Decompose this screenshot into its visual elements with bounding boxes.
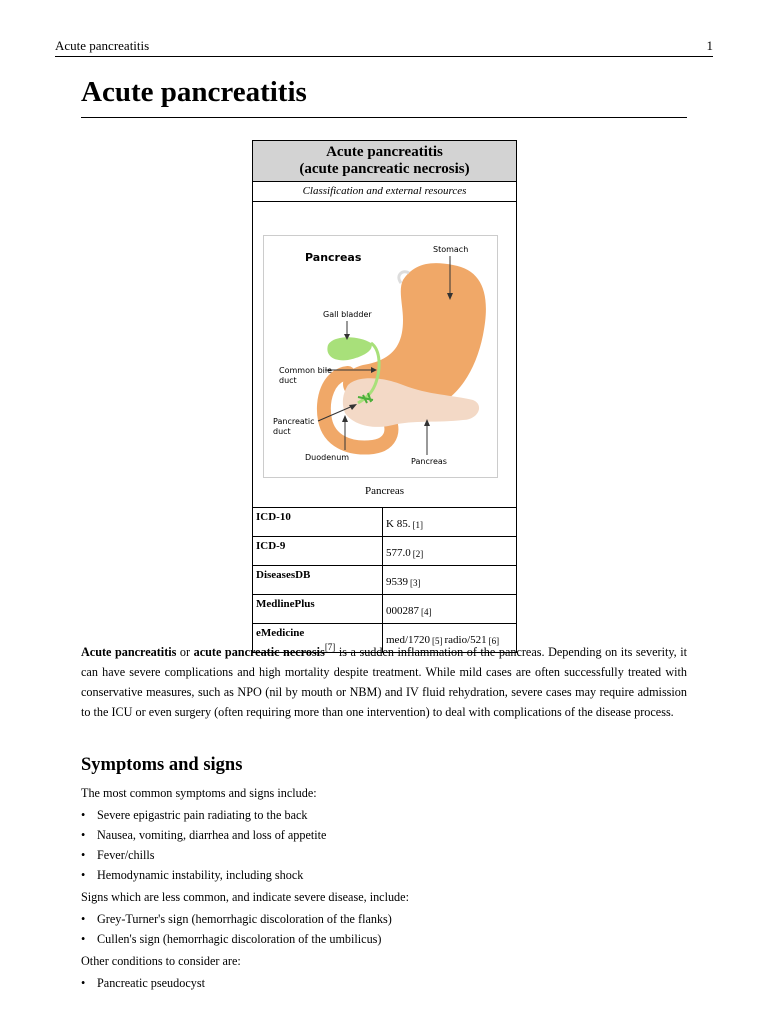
figure-caption: Pancreas [364,485,405,497]
row-value-text: 000287 [386,605,419,617]
row-value [383,508,516,536]
symptoms-lead-1: The most common symptoms and signs include: [81,786,317,800]
infobox-row-icd10 [253,508,516,537]
row-value-text: K 85. [386,518,411,530]
symptoms-list-1 [81,805,687,885]
list-item: • Cullen's sign (hemorrhagic discoloration of the umbilicus) [81,929,687,949]
page-title: Acute pancreatitis [81,76,687,118]
row-ref-link[interactable]: [3] [410,578,421,588]
label-pancreatic-duct-1: Pancreatic [273,417,315,426]
list-item: • Grey-Turner's sign (hemorrhagic discoloration of the flanks) [81,909,687,929]
infobox-heading-line2: (acute pancreatic necrosis) [299,161,470,177]
list-item: • Nausea, vomiting, diarrhea and loss of appetite [81,825,687,845]
list-item: • Pancreatic pseudocyst [81,973,687,993]
section-heading-symptoms: Symptoms and signs [81,755,243,775]
symptoms-list-2 [81,909,687,949]
row-value-text: 9539 [386,576,408,588]
row-ref-link-2[interactable]: [6] [488,636,500,646]
infobox [252,140,517,653]
row-value-text: med/1720 [386,634,430,646]
pancreas-diagram [263,235,498,478]
row-value-text: 577.0 [386,547,411,559]
label-pancreas: Pancreas [411,457,447,466]
infobox-subheading: Classification and external resources [253,182,516,202]
row-value [383,566,516,594]
intro-ref-link[interactable]: [7] [324,642,336,652]
infobox-row-diseasesdb [253,566,516,595]
intro-term2: acute pancreatic necrosis [193,645,325,659]
label-common-bile-1: Common bile [279,366,333,375]
infobox-heading [253,141,516,182]
row-value-text-2: radio/521 [444,634,487,646]
diagram-title: Pancreas [305,251,362,264]
label-stomach: Stomach [433,245,469,254]
list-item: • Severe epigastric pain radiating to the back [81,805,687,825]
running-head-title: Acute pancreatitis [55,38,150,53]
row-ref-link[interactable]: [4] [421,607,432,617]
label-gall-bladder: Gall bladder [323,310,372,319]
row-key: ICD-10 [253,508,383,536]
intro-or: or [176,645,194,659]
symptoms-lead-3: Other conditions to consider are: [81,954,241,968]
row-key: ICD-9 [253,537,383,565]
label-pancreatic-duct-2: duct [273,427,291,436]
row-key: MedlinePlus [253,595,383,623]
infobox-row-icd9 [253,537,516,566]
intro-paragraph [81,637,687,722]
row-ref-link[interactable]: [2] [412,549,424,559]
infobox-figure [253,202,516,508]
infobox-row-medlineplus [253,595,516,624]
label-common-bile-2: duct [279,376,297,385]
row-key: eMedicine [253,624,383,652]
label-duodenum: Duodenum [305,453,350,462]
row-value [383,537,516,565]
symptoms-list-3 [81,973,687,993]
symptoms-lead-2: Signs which are less common, and indicate severe disease, include: [81,890,409,904]
row-key: DiseasesDB [253,566,383,594]
row-value [383,595,516,623]
page-number: 1 [706,38,713,53]
row-ref-link[interactable]: [1] [412,520,423,530]
running-head [55,38,713,57]
intro-text: is a sudden inflammation of the pancreas. Depending on its severity, it can have severe complications and high mortality despite treatment. While mild cases are often successfully treated with conservative measures, such as NPO (nil by mouth or NBM) and IV fluid rehydration, severe cases may require admission to the ICU or even surgery (often requiring more than one intervention) to deal with complications of the disease process. [81,645,688,719]
list-item: • Fever/chills [81,845,687,865]
infobox-heading-line1: Acute pancreatitis [326,144,443,160]
row-ref-link[interactable]: [5] [432,636,443,646]
symptoms-section [81,783,687,995]
list-item: • Hemodynamic instability, including shock [81,865,687,885]
intro-term1: Acute pancreatitis [81,645,177,659]
